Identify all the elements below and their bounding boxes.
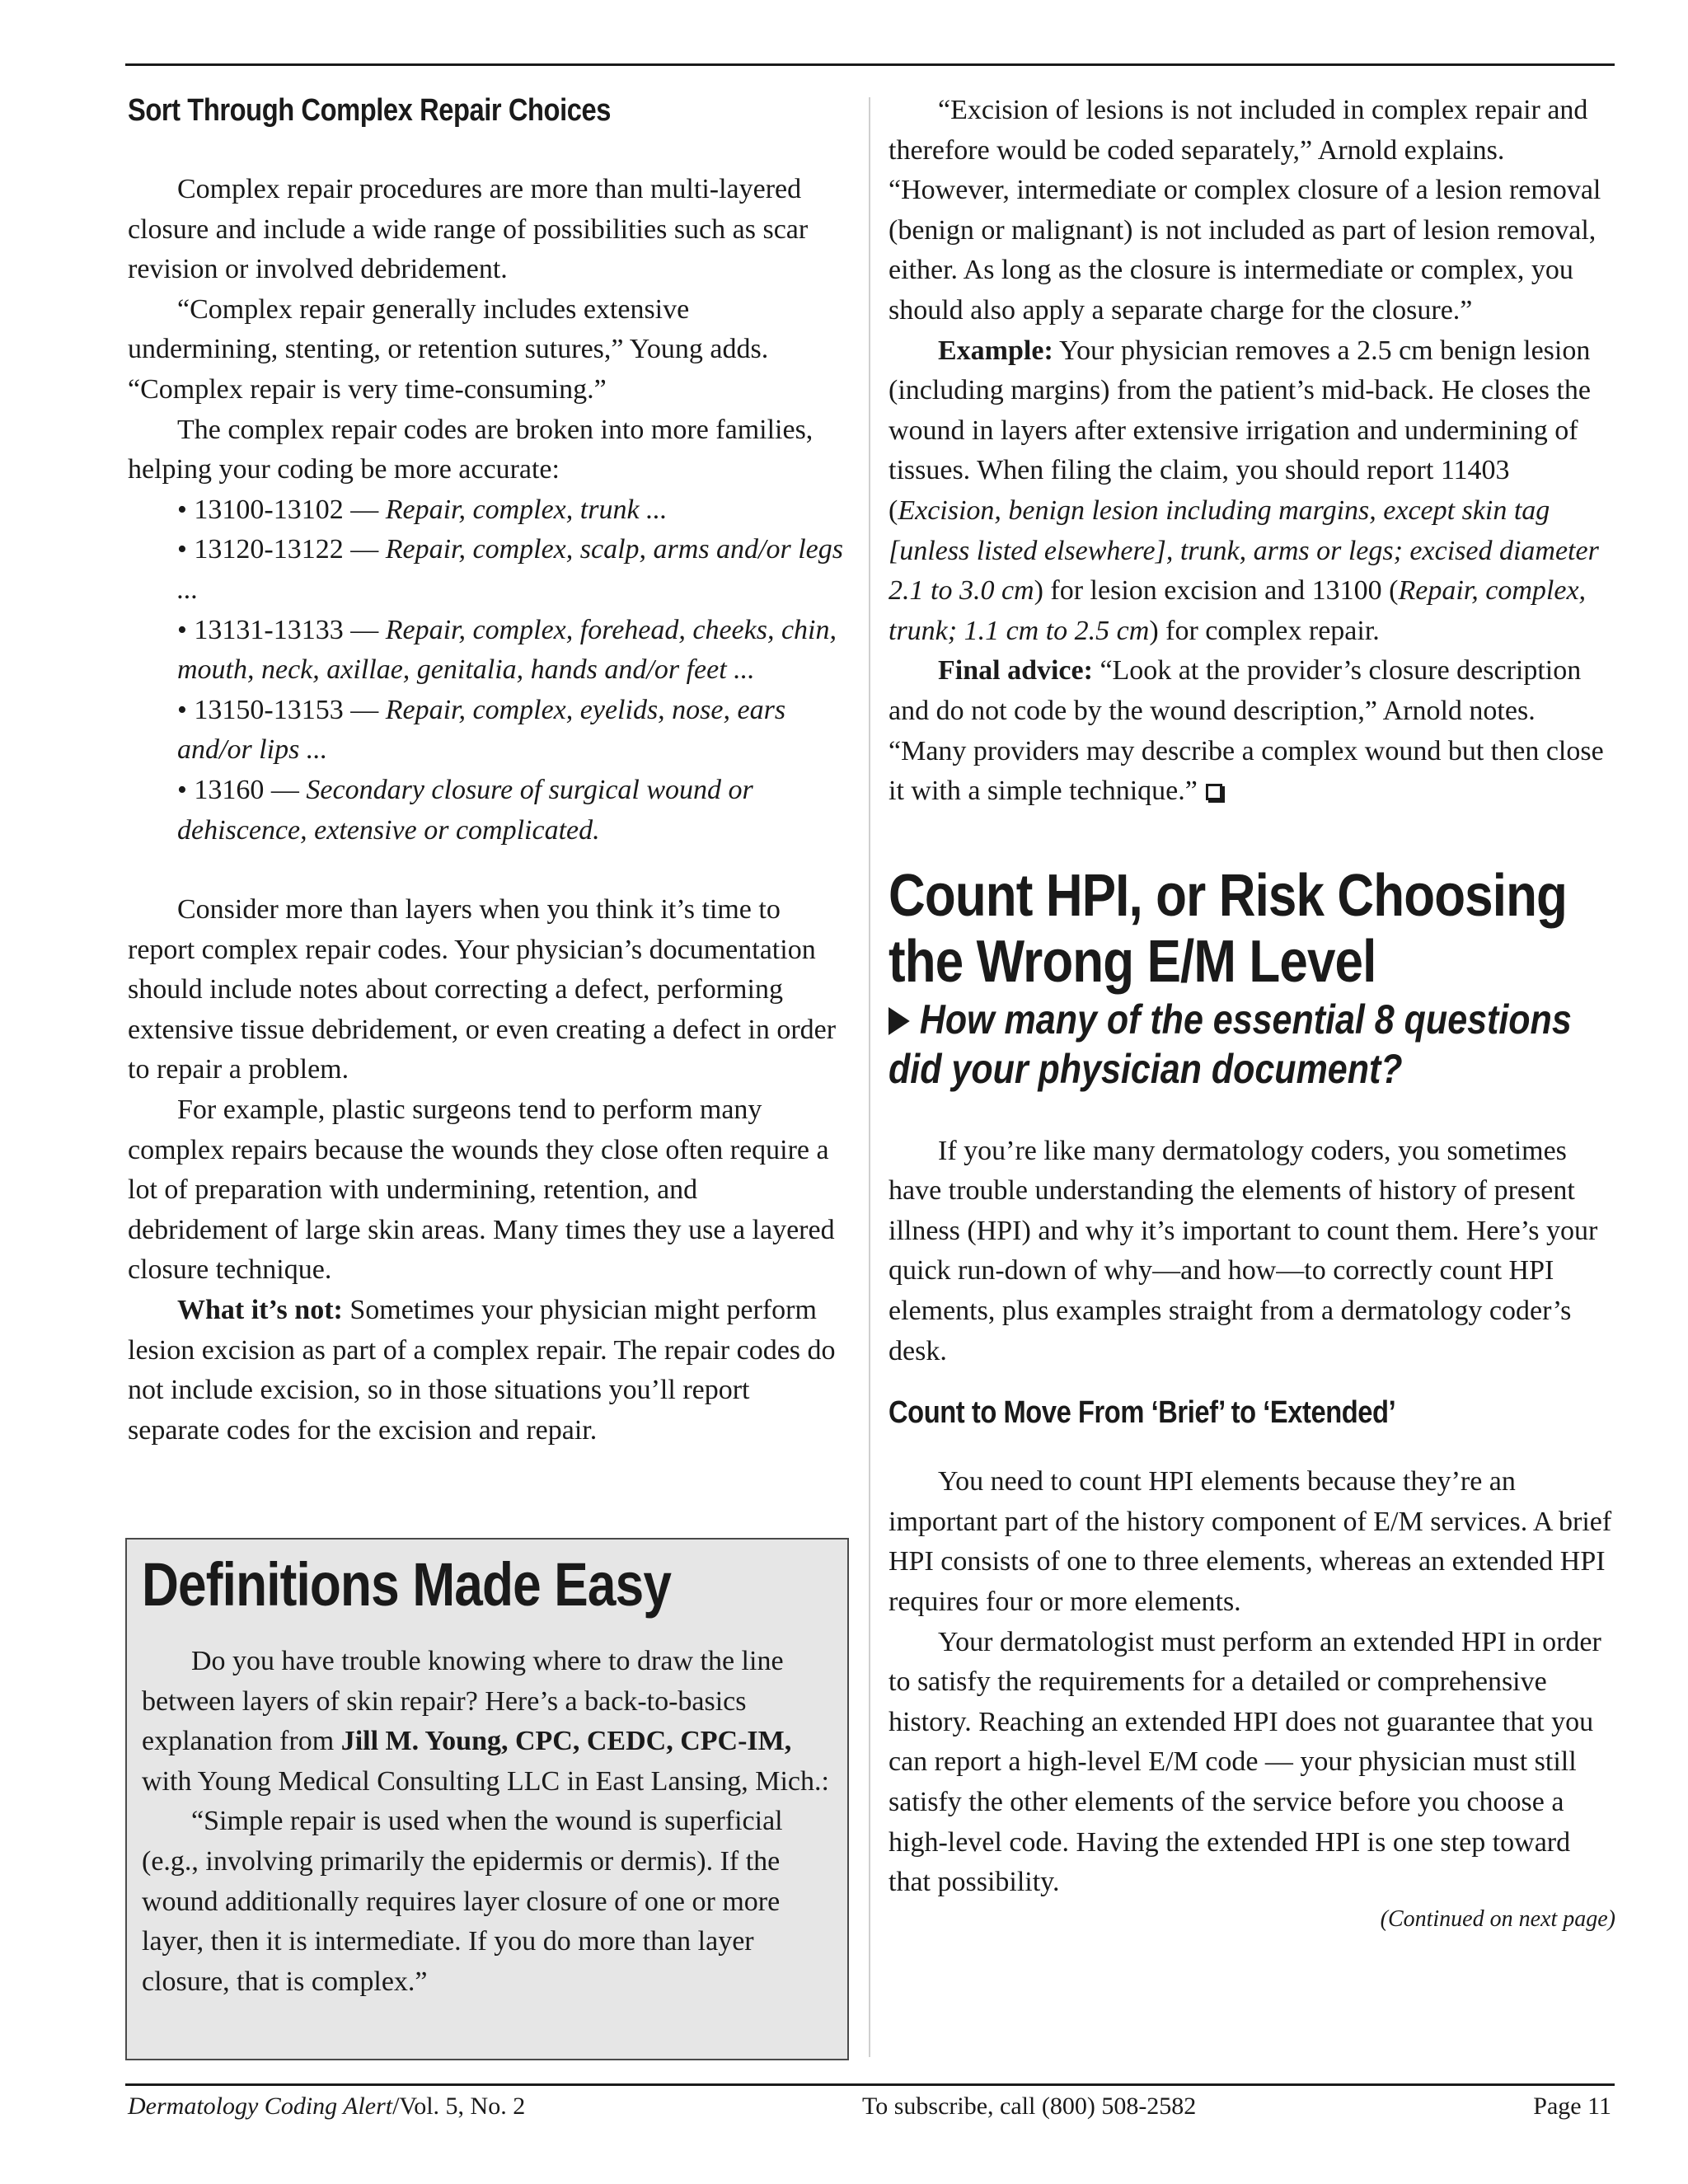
paragraph: The complex repair codes are broken into more families, helping your coding be more accurate: [128,414,814,485]
column-divider [869,97,870,2057]
paragraph: You need to count HPI elements because they’re an important part of the history component of E/M services. A brief HPI consists of one to three elements, whereas an extended HPI requires four or more elements. [889,1466,1612,1618]
paragraph: Consider more than layers when you think it’s time to report complex repair codes. Your physician’s documentation should include notes about correcting a defect, performing extensive tissue debridement, or even creating a defect in order to repair a problem. [128,894,837,1085]
paragraph: Example: Your physician removes a 2.5 cm benign lesion (including margins) from the patient’s mid-back. He closes the wound in layers after extensive irrigation and undermining of tissues. When filing the claim, you should report 11403 (Excision, benign lesion including margins, except skin tag [unless listed elsewhere], trunk, arms or legs; excised diameter 2.1 to 3.0 cm) for lesion excision and 13100 (Repair, complex, trunk; 1.1 cm to 2.5 cm) for complex repair. [889,335,1599,646]
expert-name: Jill M. Young, CPC, CEDC, CPC-IM, [340,1726,792,1757]
list-item: • 13131-13133 — Repair, complex, forehead, cheeks, chin, mouth, neck, axillae, genitalia, hands and/or feet ... [177,614,837,686]
paragraph: If you’re like many dermatology coders, you sometimes have trouble understanding the elements of history of present illness (HPI) and why it’s important to count them. Here’s your quick run-down of why—and how—to correctly count HPI elements, plus examples straight from a dermatology coder’s desk. [889,1135,1598,1366]
definitions-sidebar [125,1538,849,2060]
top-rule [125,63,1615,66]
paragraph: “Excision of lesions is not included in complex repair and therefore would be coded separately,” Arnold explains. “However, intermediate or complex closure of a lesion removal (benign or malignant) is not included as part of lesion removal, either. As long as the closure is intermediate or complex, you should also apply a separate charge for the closure.” [889,95,1601,326]
sidebar-title: Definitions Made Easy [142,1550,672,1619]
section-heading: Count to Move From ‘Brief’ to ‘Extended’ [889,1395,1396,1431]
footer-subscribe: To subscribe, call (800) 508-2582 [862,2093,1197,2120]
paragraph: Your dermatologist must perform an extended HPI in order to satisfy the requirements for a detailed or comprehensive history. Reaching an extended HPI does not guarantee that you can report a high-level E/M code — your physician must still satisfy the other elements of the service before you choose a high-level code. Having the extended HPI is one step toward that possibility. [889,1626,1601,1898]
triangle-right-icon [889,1007,910,1035]
paragraph: “Simple repair is used when the wound is superficial (e.g., involving primarily the epidermis or dermis). If the wound additionally requires layer closure of one or more layer, then it is intermediate. If you do more than layer closure, that is complex.” [142,1806,783,1997]
list-item: • 13150-13153 — Repair, complex, eyelids, nose, ears and/or lips ... [177,694,786,766]
list-item: • 13100-13102 — Repair, complex, trunk ... [177,494,668,525]
article-deck: How many of the essential 8 questions did your physician document? [889,996,1572,1092]
article-title: Count HPI, or Risk Choosing the Wrong E/M Level [889,862,1568,995]
inline-label: What it’s not: [177,1295,343,1326]
sidebar-body [142,1642,834,2002]
paragraph: Complex repair procedures are more than multi-layered closure and include a wide range of possibilities such as scar revision or involved debridement. [128,174,809,285]
footer-page-number: Page 11 [1533,2093,1611,2120]
code-list [128,490,843,851]
list-item: • 13120-13122 — Repair, complex, scalp, arms and/or legs ... [177,534,844,605]
bottom-rule [125,2083,1615,2086]
footer-publication: Dermatology Coding Alert/Vol. 5, No. 2 [128,2093,526,2120]
paragraph: Do you have trouble knowing where to draw the line between layers of skin repair? Here’s a back-to-basics explanation from Jill M. Young, CPC, CEDC, CPC-IM, with Young Medical Consulting LLC in East Lansing, Mich.: [142,1646,829,1797]
list-item: • 13160 — Secondary closure of surgical wound or dehiscence, extensive or complicated. [177,774,753,846]
inline-label: Final advice: [938,655,1093,687]
paragraph: Final advice: “Look at the provider’s closure description and do not code by the wound description,” Arnold notes. “Many providers may describe a complex wound but then close it with a simple technique.” [889,655,1604,807]
paragraph: For example, plastic surgeons tend to perform many complex repairs because the wounds they close often require a lot of preparation with undermining, retention, and debridement of large skin areas. Many times they use a layered closure technique. [128,1094,835,1286]
right-column [889,91,1615,1936]
section-heading: Sort Through Complex Repair Choices [128,93,611,128]
inline-label: Example: [938,335,1053,366]
paragraph: “Complex repair generally includes extensive undermining, stenting, or retention sutures,” Young adds. “Complex repair is very time-consuming.” [128,293,769,405]
paragraph: What it’s not: Sometimes your physician might perform lesion excision as part of a complex repair. The repair codes do not include excision, so in those situations you’ll report separate codes for the excision and repair. [128,1295,836,1446]
left-column [128,91,843,1451]
continued-note: (Continued on next page) [1380,1905,1615,1932]
checkbox-icon [1206,784,1222,800]
